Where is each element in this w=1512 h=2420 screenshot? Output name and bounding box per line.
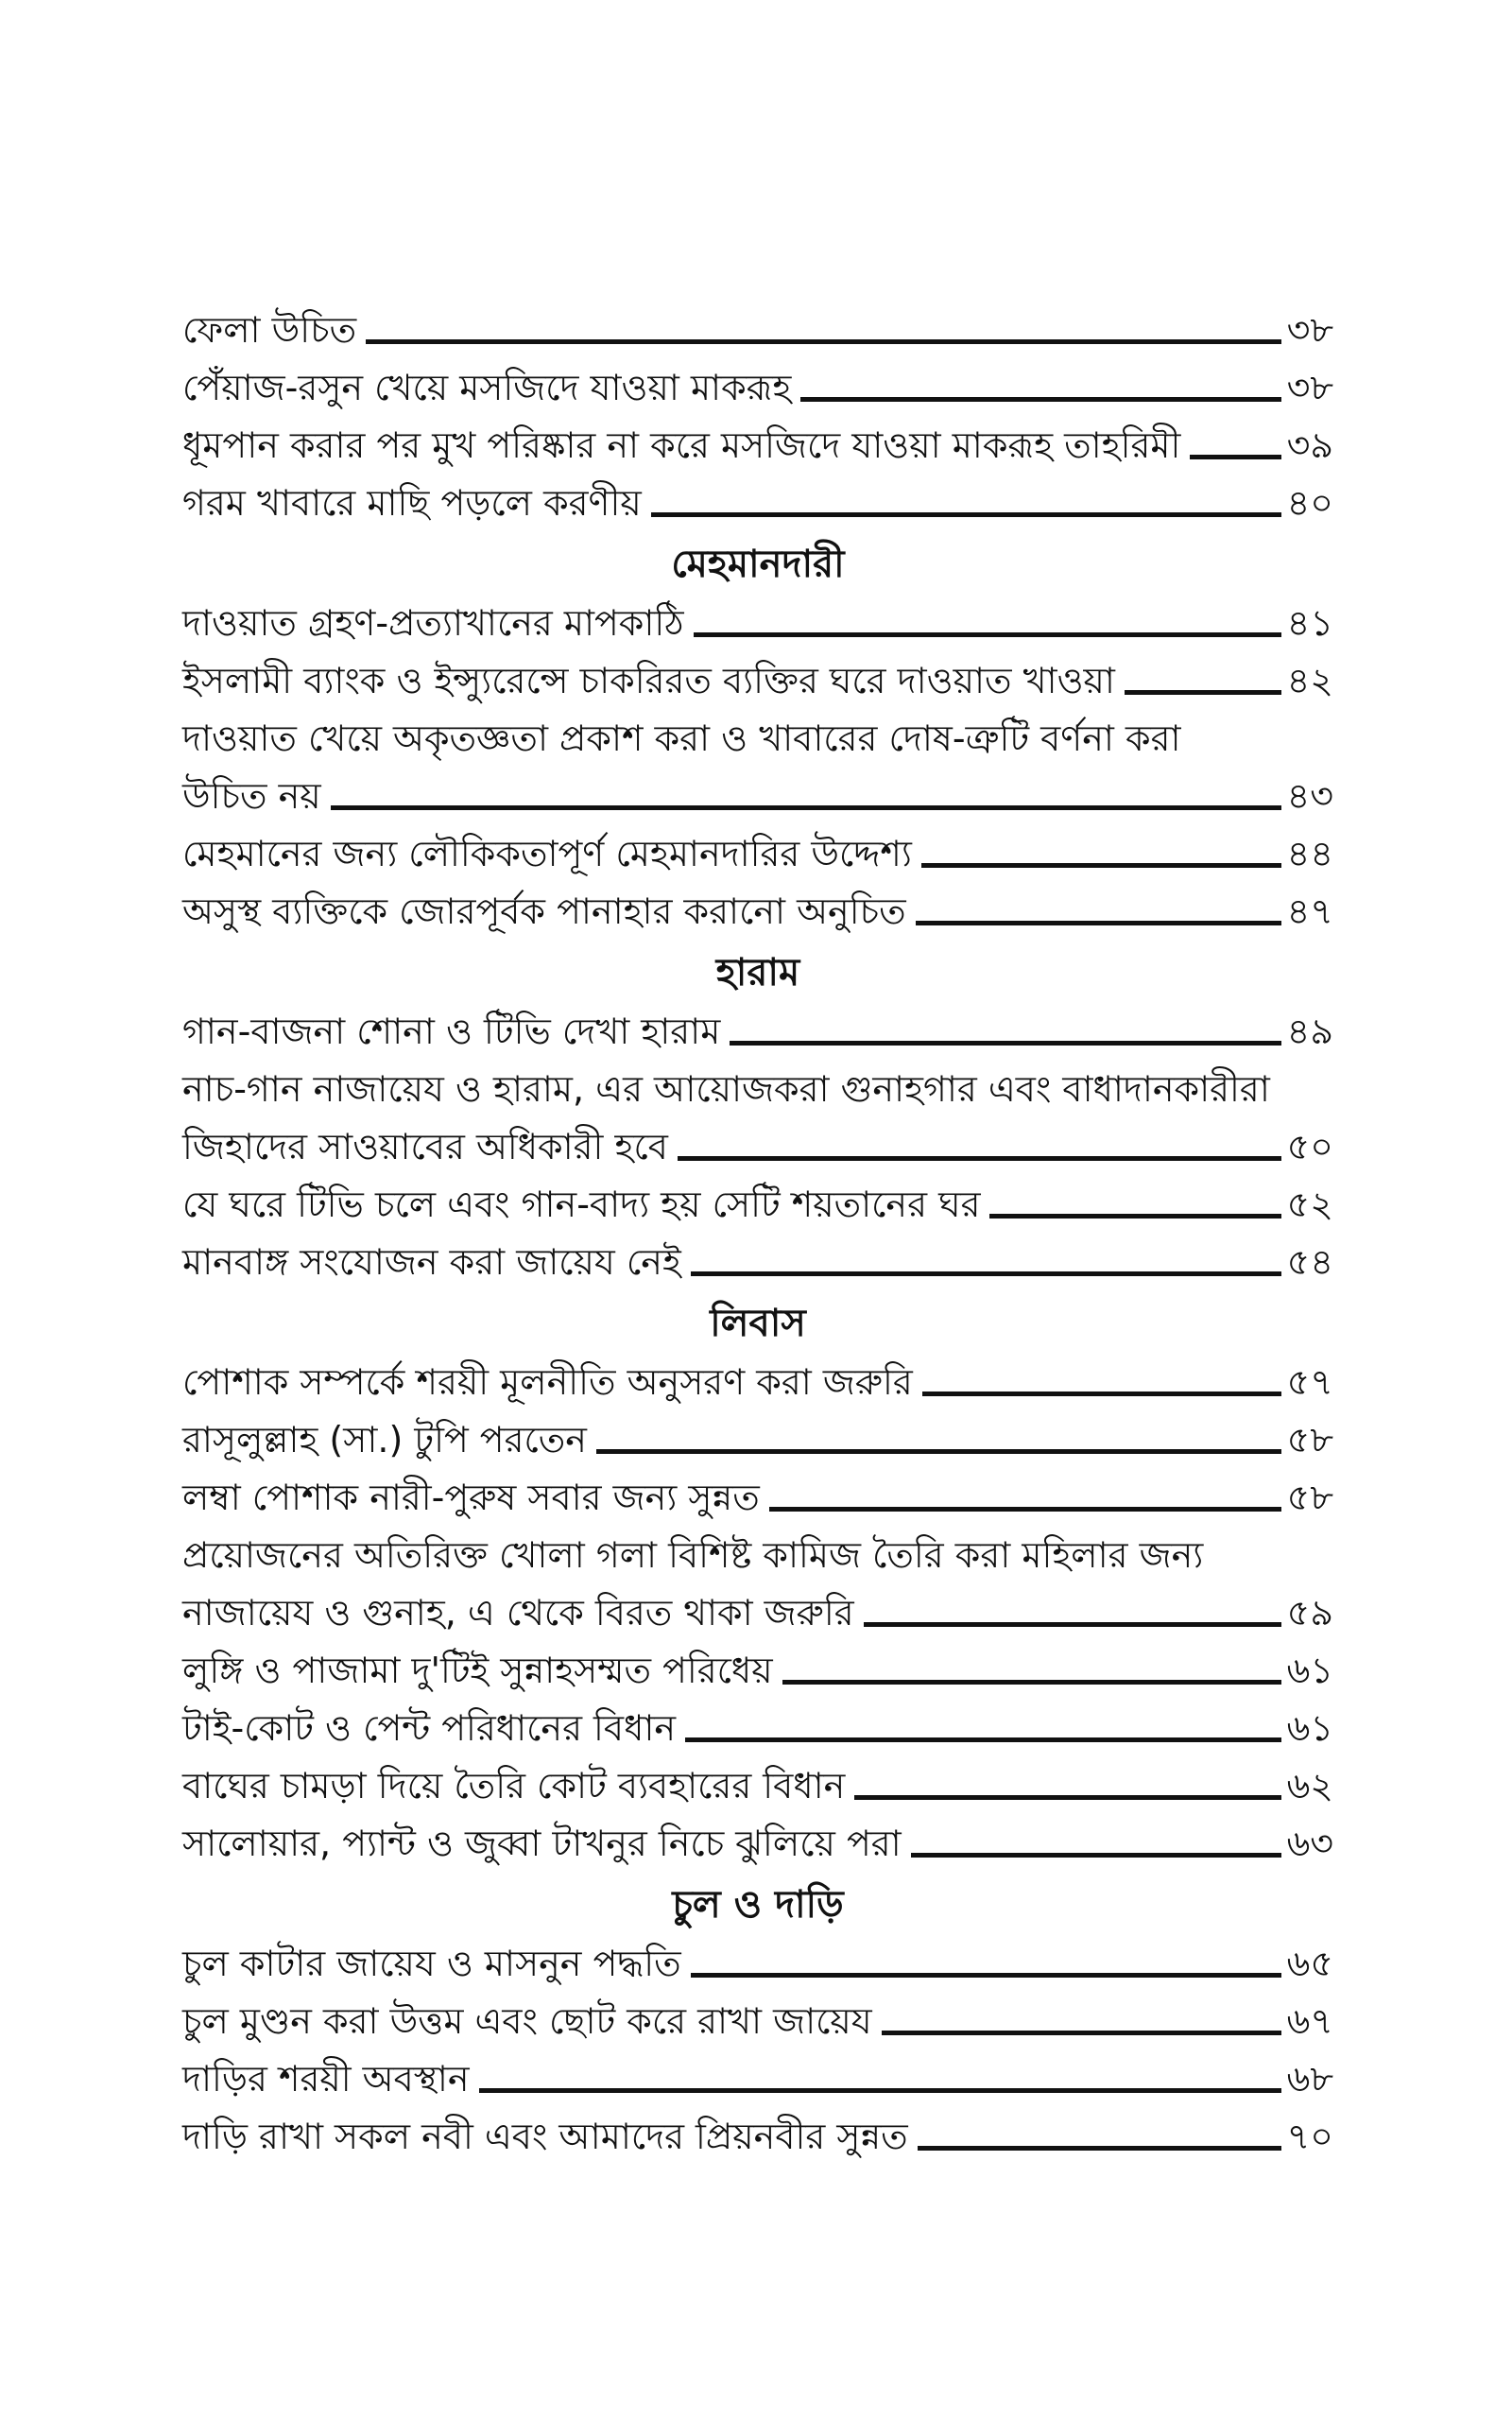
leader-line (366, 339, 1281, 344)
toc-entry (182, 1578, 1333, 1635)
toc-entry (182, 1462, 1333, 1520)
toc-entry (182, 2101, 1333, 2159)
toc-entry (182, 1635, 1333, 1693)
leader-line (864, 1622, 1281, 1627)
page-number: ৫২ (1286, 1184, 1333, 1225)
section-heading: চুল ও দাড়ি (672, 1883, 844, 1927)
toc-entry (182, 1227, 1333, 1285)
page-number: ৩৮ (1286, 309, 1333, 351)
toc-entry (182, 588, 1333, 646)
entry-title: মানবাঙ্গ সংযোজন করা জায়েয নেই (182, 1241, 681, 1283)
toc-entry (182, 819, 1333, 876)
leader-line (678, 1156, 1281, 1161)
toc-entry (182, 295, 1333, 353)
entry-title: গরম খাবারে মাছি পড়লে করণীয় (182, 482, 642, 524)
leader-line (922, 1392, 1281, 1396)
leader-line (916, 921, 1281, 925)
leader-line (691, 1973, 1281, 1978)
entry-title: রাসূলুল্লাহ (সা.) টুপি পরতেন (182, 1419, 587, 1461)
entry-title: বাঘের চামড়া দিয়ে তৈরি কোট ব্যবহারের বিধান (182, 1765, 846, 1806)
page-number: ৩৮ (1286, 367, 1333, 408)
toc-entry (182, 468, 1333, 526)
leader-line (882, 2031, 1281, 2035)
page-number: ৬৭ (1286, 2000, 1333, 2042)
entry-title: দাওয়াত গ্রহণ-প্রত্যাখানের মাপকাঠি (182, 602, 684, 644)
page-number: ৬৫ (1286, 1943, 1333, 1984)
page-number: ৫৪ (1286, 1241, 1333, 1283)
entry-title: পোশাক সম্পর্কে শরয়ী মূলনীতি অনুসরণ করা জরুরি (182, 1361, 913, 1403)
toc-entry-line (182, 1520, 1333, 1578)
entry-title: দাড়ি রাখা সকল নবী এবং আমাদের প্রিয়নবীর সুন্নত (182, 2116, 908, 2157)
toc-entry (182, 353, 1333, 410)
toc-entry-line (182, 703, 1333, 761)
entry-title: অসুস্থ ব্যক্তিকে জোরপূর্বক পানাহার করানো অনুচিত (182, 890, 906, 932)
entry-title: টাই-কোট ও পেন্ট পরিধানের বিধান (182, 1707, 677, 1749)
toc-entry (182, 1693, 1333, 1751)
entry-title: চুল কাটার জায়েয ও মাসনুন পদ্ধতি (182, 1943, 681, 1984)
toc-entry (182, 1169, 1333, 1227)
page-number: ৪৩ (1286, 775, 1333, 817)
entry-title: জিহাদের সাওয়াবের অধিকারী হবে (182, 1126, 668, 1167)
page-number: ৫৮ (1286, 1419, 1333, 1461)
leader-line (782, 1680, 1281, 1685)
entry-title: দাওয়াত খেয়ে অকৃতজ্ঞতা প্রকাশ করা ও খাবারের দোষ-ত্রুটি বর্ণনা করা (182, 717, 1181, 759)
toc-entry (182, 1928, 1333, 1986)
leader-line (596, 1449, 1281, 1454)
entry-title: ধূমপান করার পর মুখ পরিষ্কার না করে মসজিদে যাওয়া মাকরূহ তাহরিমী (182, 424, 1181, 466)
page-number: ৪১ (1286, 602, 1333, 644)
page-number: ৫৭ (1286, 1361, 1333, 1403)
entry-title: ইসলামী ব্যাংক ও ইন্স্যুরেন্সে চাকরিরত ব্যক্তির ঘরে দাওয়াত খাওয়া (182, 660, 1115, 701)
page-number: ৫০ (1286, 1126, 1333, 1167)
toc-entry (182, 996, 1333, 1054)
toc-entry (182, 1751, 1333, 1808)
page-number: ৪৪ (1286, 833, 1333, 874)
leader-line (1190, 455, 1280, 459)
entry-title: দাড়ির শরয়ী অবস্থান (182, 2058, 470, 2100)
toc-entry (182, 1405, 1333, 1462)
leader-line (989, 1214, 1280, 1219)
entry-title: নাচ-গান নাজায়েয ও হারাম, এর আয়োজকরা গুনাহগার এবং বাধাদানকারীরা (182, 1068, 1270, 1110)
page-number: ৭০ (1286, 2116, 1333, 2157)
page-number: ৬৩ (1286, 1823, 1333, 1864)
entry-title: সালোয়ার, প্যান্ট ও জুব্বা টাখনুর নিচে ঝুলিয়ে পরা (182, 1823, 902, 1864)
entry-title: চুল মুণ্ডন করা উত্তম এবং ছোট করে রাখা জায়েয (182, 2000, 872, 2042)
toc-entry (182, 1347, 1333, 1405)
page-number: ৪৭ (1286, 890, 1333, 932)
leader-line (691, 1271, 1281, 1276)
entry-title: লম্বা পোশাক নারী-পুরুষ সবার জন্য সুন্নত (182, 1477, 760, 1518)
entry-title: যে ঘরে টিভি চলে এবং গান-বাদ্য হয় সেটি শয়তানের ঘর (182, 1184, 981, 1225)
page-number: ৬২ (1286, 1765, 1333, 1806)
leader-line (911, 1853, 1281, 1858)
toc-entry (182, 1808, 1333, 1866)
leader-line (651, 512, 1281, 517)
leader-line (694, 632, 1281, 637)
entry-title: প্রয়োজনের অতিরিক্ত খোলা গলা বিশিষ্ট কামিজ তৈরি করা মহিলার জন্য (182, 1534, 1204, 1576)
leader-line (921, 863, 1281, 868)
leader-line (685, 1737, 1281, 1742)
toc-entry (182, 1112, 1333, 1169)
page-number: ৩৯ (1286, 424, 1333, 466)
page-number: ৫৯ (1286, 1592, 1333, 1634)
page-number: ৪০ (1286, 482, 1333, 524)
leader-line (730, 1041, 1280, 1046)
entry-title: ফেলা উচিত (182, 309, 357, 351)
section-heading: লিবাস (710, 1302, 806, 1345)
entry-title: মেহমানের জন্য লৌকিকতাপূর্ণ মেহমানদারির উদ্দেশ্য (182, 833, 912, 874)
leader-line (800, 397, 1280, 402)
toc-entry (182, 410, 1333, 468)
section-heading: মেহমানদারী (671, 543, 845, 586)
page-number: ৬৮ (1286, 2058, 1333, 2100)
toc-entry-line (182, 1054, 1333, 1112)
entry-title: লুঙ্গি ও পাজামা দু'টিই সুন্নাহসম্মত পরিধেয় (182, 1650, 773, 1691)
section-heading: হারাম (715, 951, 800, 994)
leader-line (769, 1507, 1281, 1512)
page-number: ৪৯ (1286, 1011, 1333, 1052)
page-number: ৬১ (1286, 1707, 1333, 1749)
leader-line (1125, 690, 1281, 695)
entry-title: নাজায়েয ও গুনাহ, এ থেকে বিরত থাকা জরুরি (182, 1592, 854, 1634)
page-number: ৬১ (1286, 1650, 1333, 1691)
leader-line (479, 2088, 1281, 2093)
toc-entry (182, 2044, 1333, 2101)
toc-entry (182, 646, 1333, 703)
entry-title: পেঁয়াজ-রসুন খেয়ে মসজিদে যাওয়া মাকরূহ (182, 367, 792, 408)
leader-line (331, 805, 1281, 810)
leader-line (918, 2146, 1281, 2151)
leader-line (854, 1795, 1280, 1800)
page-number: ৪২ (1286, 660, 1333, 701)
toc-entry (182, 761, 1333, 819)
toc-entry (182, 1986, 1333, 2044)
entry-title: উচিত নয় (182, 775, 321, 817)
toc-entry (182, 876, 1333, 934)
table-of-contents (182, 295, 1333, 2159)
entry-title: গান-বাজনা শোনা ও টিভি দেখা হারাম (182, 1011, 721, 1052)
page-number: ৫৮ (1286, 1477, 1333, 1518)
